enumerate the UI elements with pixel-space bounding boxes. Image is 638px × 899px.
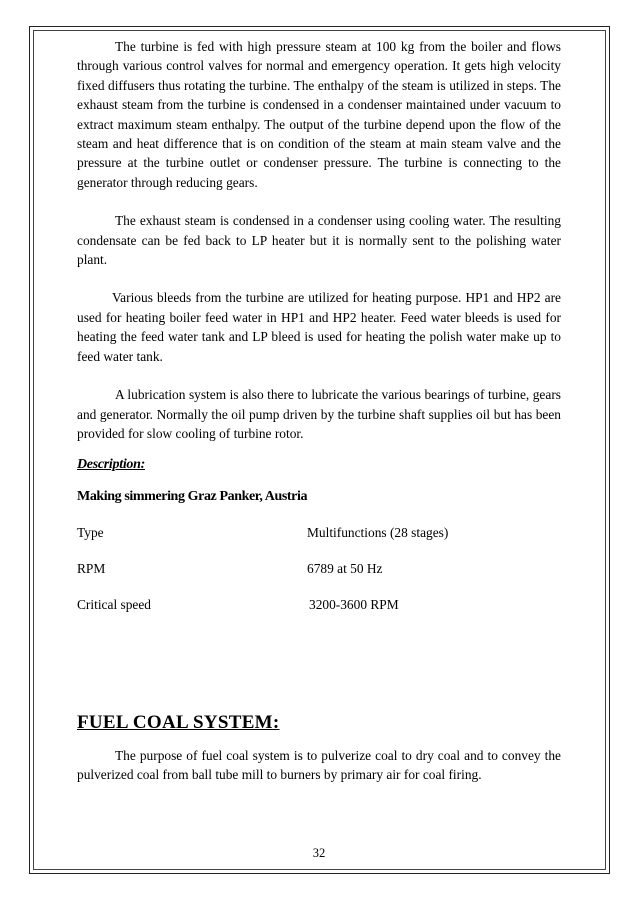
paragraph-turbine: The turbine is fed with high pressure steam at 100 kg from the boiler and flows through various control valves for normal and emergency operation. It gets high velocity fixed diffusers thus rotating the turbine. The enthalpy of the steam is utilized in steps. The exhaust steam from the turbine is condensed in a condenser maintained under vacuum to extract maximum steam enthalpy. The output of the turbine depend upon the flow of the steam and heat difference that is on condition of the steam at main steam valve and the pressure at the turbine outlet or condenser pressure. The turbine is connecting to the generator through reducing gears.	[77, 39, 561, 190]
spec-value: 3200-3600 RPM	[309, 597, 399, 612]
spec-value: Multifunctions (28 stages)	[307, 525, 449, 540]
spec-value: 6789 at 50 Hz	[307, 561, 383, 576]
description-heading: Description:	[77, 457, 145, 472]
paragraph-exhaust-steam: The exhaust steam is condensed in a condenser using cooling water. The resulting condensate can be fed back to LP heater but it is normally sent to the polishing water plant.	[77, 213, 561, 268]
maker-line: Making simmering Graz Panker, Austria	[77, 489, 308, 504]
spec-label: RPM	[77, 561, 106, 576]
paragraph-fuel-coal: The purpose of fuel coal system is to pulverize coal to dry coal and to convey the pulverized coal from ball tube mill to burners by primary air for coal firing.	[77, 748, 561, 783]
section-title: FUEL COAL SYSTEM:	[77, 712, 280, 733]
page-number: 32	[312, 846, 326, 860]
paragraph-lubrication: A lubrication system is also there to lubricate the various bearings of turbine, gears and generator. Normally the oil pump driven by the turbine shaft supplies oil but has been provided for slow cooling of turbine rotor.	[77, 387, 561, 441]
paragraph-bleeds: Various bleeds from the turbine are utilized for heating purpose. HP1 and HP2 are used for heating boiler feed water in HP1 and HP2 heater. Feed water bleeds is used for heating the feed water tank and LP bleed is used for heating the polish water make up to feed water tank.	[77, 290, 561, 364]
spec-label: Critical speed	[77, 597, 151, 612]
spec-label: Type	[77, 525, 104, 540]
body-text	[77, 37, 561, 443]
